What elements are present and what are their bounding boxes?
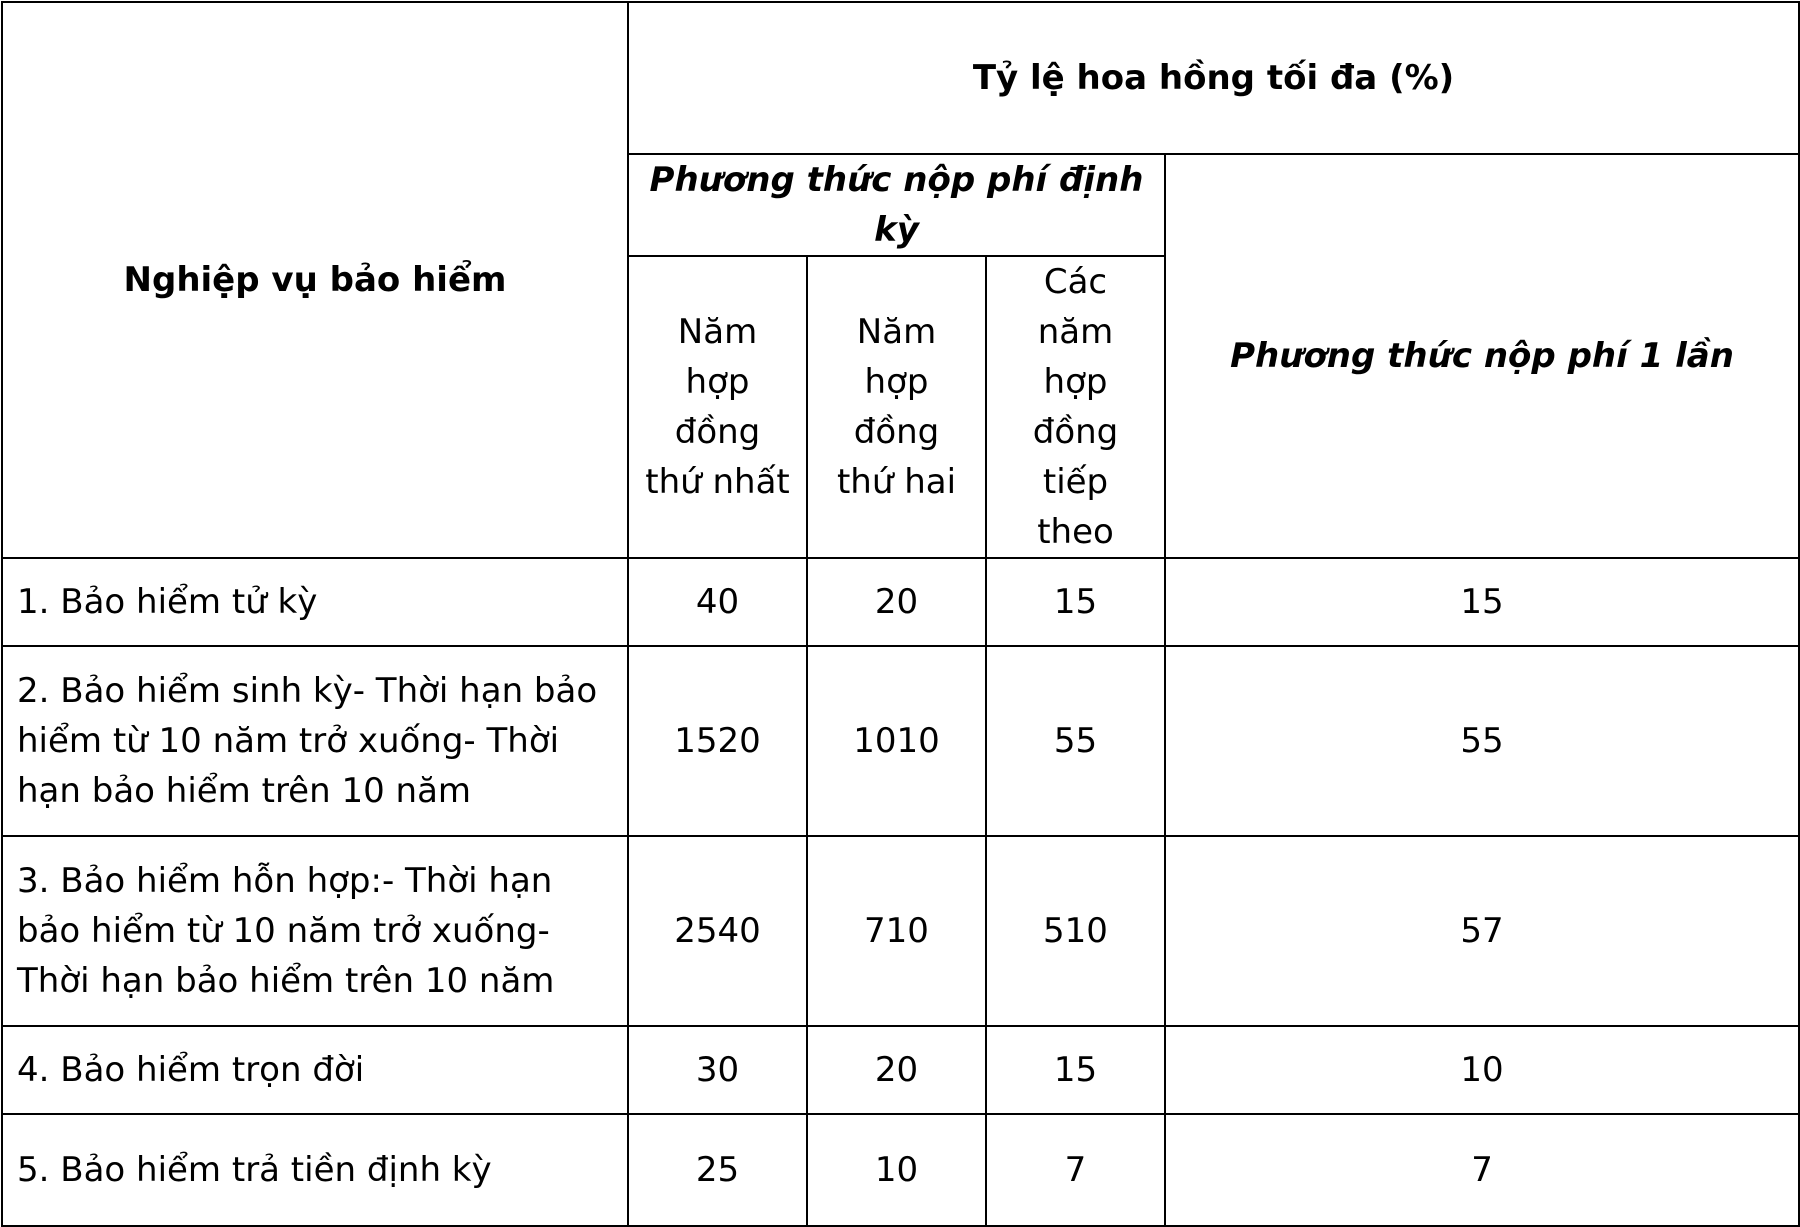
header-row-1 — [2, 2, 1799, 154]
row-single-value: 10 — [1165, 1026, 1799, 1114]
row-year-two-value: 710 — [807, 836, 986, 1026]
subsequent-years-header: Các năm hợp đồng tiếp theo — [986, 256, 1165, 558]
row-year-two-value: 20 — [807, 1026, 986, 1114]
row-subsequent-value: 15 — [986, 558, 1165, 646]
max-rate-header: Tỷ lệ hoa hồng tối đa (%) — [628, 2, 1799, 154]
row-single-value: 15 — [1165, 558, 1799, 646]
single-payment-header: Phương thức nộp phí 1 lần — [1165, 154, 1799, 558]
row-subsequent-value: 15 — [986, 1026, 1165, 1114]
year-one-header: Năm hợp đồng thứ nhất — [628, 256, 807, 558]
row-business-name: 3. Bảo hiểm hỗn hợp:- Thời hạn bảo hiểm từ 10 năm trở xuống- Thời hạn bảo hiểm trên 10 năm — [2, 836, 628, 1026]
table-row — [2, 836, 1799, 1026]
table-row — [2, 1026, 1799, 1114]
row-single-value: 55 — [1165, 646, 1799, 836]
table-row — [2, 558, 1799, 646]
row-subsequent-value: 510 — [986, 836, 1165, 1026]
row-year-one-value: 30 — [628, 1026, 807, 1114]
row-year-one-value: 1520 — [628, 646, 807, 836]
row-year-two-value: 10 — [807, 1114, 986, 1226]
row-subsequent-value: 7 — [986, 1114, 1165, 1226]
row-business-name: 5. Bảo hiểm trả tiền định kỳ — [2, 1114, 628, 1226]
row-single-value: 57 — [1165, 836, 1799, 1026]
row-business-name: 4. Bảo hiểm trọn đời — [2, 1026, 628, 1114]
periodic-payment-header: Phương thức nộp phí định kỳ — [628, 154, 1165, 256]
commission-rate-table — [1, 1, 1800, 1227]
row-year-one-value: 25 — [628, 1114, 807, 1226]
business-column-header: Nghiệp vụ bảo hiểm — [2, 2, 628, 558]
year-two-header: Năm hợp đồng thứ hai — [807, 256, 986, 558]
row-business-name: 2. Bảo hiểm sinh kỳ- Thời hạn bảo hiểm từ 10 năm trở xuống- Thời hạn bảo hiểm trên 10 năm — [2, 646, 628, 836]
table-row — [2, 1114, 1799, 1226]
table-row — [2, 646, 1799, 836]
row-year-two-value: 1010 — [807, 646, 986, 836]
row-subsequent-value: 55 — [986, 646, 1165, 836]
row-year-two-value: 20 — [807, 558, 986, 646]
row-year-one-value: 40 — [628, 558, 807, 646]
row-single-value: 7 — [1165, 1114, 1799, 1226]
row-year-one-value: 2540 — [628, 836, 807, 1026]
row-business-name: 1. Bảo hiểm tử kỳ — [2, 558, 628, 646]
